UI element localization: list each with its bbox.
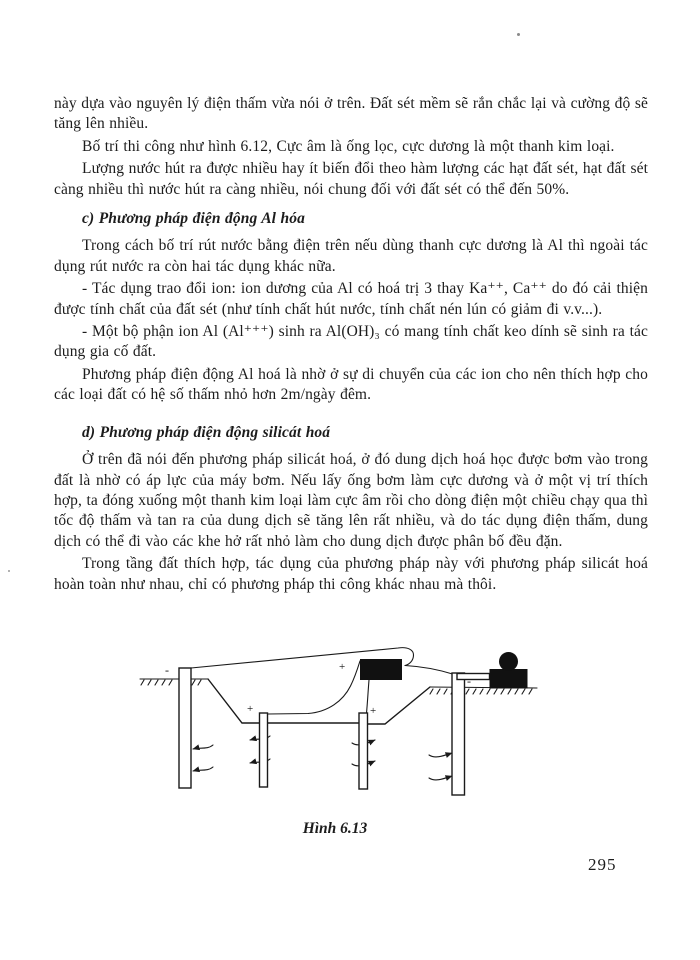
plus-sign: + xyxy=(247,703,254,715)
paragraph: - Tác dụng trao đổi ion: ion dương của Al có hoá trị 3 thay Ka⁺⁺, Ca⁺⁺ do đó cải thiện được tính chất của đất sét (như tính chất hút nước, tính chất nén lún có giảm đi v.v...). xyxy=(54,280,648,318)
paragraph: Trong tầng đất thích hợp, tác dụng của phương pháp này với phương pháp silicát hoá hoàn toàn như nhau, chỉ có phương pháp thi công khác nhau mà thôi. xyxy=(54,555,648,593)
wire-generator-to-right-well xyxy=(405,666,453,675)
plus-sign: + xyxy=(370,705,377,717)
paragraph: Bố trí thi công như hình 6.12, Cực âm là ống lọc, cực dương là một thanh kim loại. xyxy=(82,137,615,155)
dc-generator xyxy=(360,659,402,680)
wire-generator-to-anode2 xyxy=(367,680,370,713)
minus-sign: - xyxy=(165,663,169,677)
electro-osmosis-diagram xyxy=(130,640,590,810)
discharge-pipe xyxy=(457,674,490,680)
anode-rod-1 xyxy=(260,713,268,787)
flow-arrows xyxy=(193,736,452,780)
paragraph: Lượng nước hút ra được nhiều hay ít biến đổi theo hàm lượng các hạt đất sét, hạt đất sét càng nhiều thì nước hút ra càng nhiều, nói chung đối với đất sét có thể đến 50%. xyxy=(54,160,648,198)
section-heading-d: d) Phương pháp điện động silicát hoá xyxy=(82,423,331,441)
paragraph: Ở trên đã nói đến phương pháp silicát hoá, ở đó dung dịch hoá học được bơm vào trong đất là nhờ có áp lực của máy bơm. Nếu lấy ống bơm làm cực dương và ở một vị trí thích hợp, ta đóng xuống một thanh kim loại làm cực âm rồi cho dòng điện một chiều chạy qua thì tốc độ thấm và tan ra của dung dịch sẽ tăng lên rất nhiều, và do tác dụng điện thấm, dung dịch có thể đi vào các khe hở rất nhỏ làm cho dung dịch được phân bố đều đặn. xyxy=(54,451,648,550)
ground-surface-left xyxy=(140,679,208,685)
scan-artifact-dot xyxy=(8,570,10,572)
cathode-well-right xyxy=(452,673,465,795)
pump xyxy=(490,652,528,689)
pump-motor xyxy=(499,652,518,671)
page-number: 295 xyxy=(588,855,617,874)
section-heading-c: c) Phương pháp điện động Al hóa xyxy=(82,210,305,228)
paragraph: Phương pháp điện động Al hoá là nhờ ở sự di chuyển của các ion cho nên thích hợp cho các loại đất có hệ số thấm nhỏ hơn 2m/ngày đêm. xyxy=(54,365,648,404)
scan-artifact-dot xyxy=(517,33,520,36)
paragraph: này dựa vào nguyên lý điện thấm vừa nói ở trên. Đất sét mềm sẽ rắn chắc lại và cường độ sẽ tăng lên nhiều. xyxy=(54,95,648,133)
wire-anode1-to-generator xyxy=(268,661,360,714)
minus-sign: - xyxy=(467,674,471,688)
excavation-profile xyxy=(208,679,430,724)
figure-caption: Hình 6.13 xyxy=(302,820,368,837)
paragraph: - Một bộ phận ion Al (Al⁺⁺⁺) sinh ra Al(OH)₃ có mang tính chất keo dính sẽ sinh ra tác dụng gia cố đất. xyxy=(54,323,648,361)
pump-body xyxy=(490,669,528,689)
anode-rod-2 xyxy=(359,713,368,789)
figure-6-13 xyxy=(130,640,590,810)
paragraph: Trong cách bố trí rút nước bằng điện trên nếu dùng thanh cực dương là Al thì ngoài tác dụng rút nước ra còn hai tác dụng khác nữa. xyxy=(54,237,648,275)
text-column xyxy=(54,94,648,597)
cathode-well-left xyxy=(179,668,191,788)
plus-sign: + xyxy=(339,661,346,673)
polarity-labels xyxy=(165,661,471,717)
